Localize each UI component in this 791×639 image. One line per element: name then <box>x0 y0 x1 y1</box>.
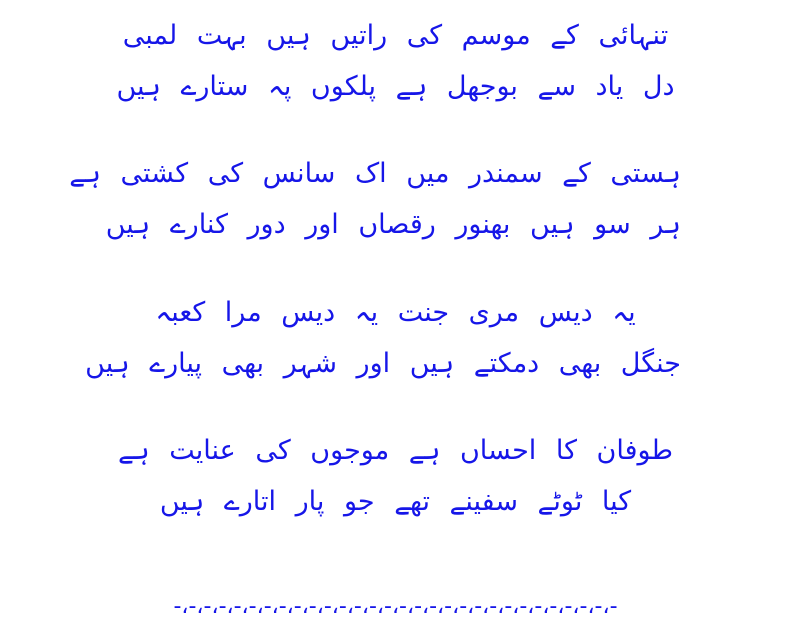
poem-line: یہ دیس مری جنت یہ دیس مرا کعبہ <box>155 296 636 328</box>
poem-line: ہستی کے سمندر میں اک سانس کی کشتی ہے <box>69 158 681 190</box>
poem-line: کیا ٹوٹے سفینے تھے جو پار اتارے ہیں <box>159 486 632 518</box>
poem-line: ہر سو ہیں بھنور رقصاں اور دور کنارے ہیں <box>105 209 681 241</box>
stanza-3 <box>85 291 681 385</box>
stanza-1 <box>110 14 681 108</box>
poem-line: جنگل بھی دمکتے ہیں اور شہر بھی پیارے ہیں <box>85 347 681 379</box>
poem-line: دل یاد سے بوجھل ہے پلکوں پہ ستارے ہیں <box>116 70 675 102</box>
stanza-4 <box>110 429 681 523</box>
section-divider: -،-،-،-،-،-،-،-،-،-،-،-،-،-،-،-،-،-،-،-،-،-،-،-،-،-،-،-،-،- <box>173 594 618 619</box>
poem-line: تنہائی کے موسم کی راتیں ہیں بہت لمبی <box>122 20 669 51</box>
divider-wrap <box>0 594 791 619</box>
poem-line: طوفان کا احساں ہے موجوں کی عنایت ہے <box>118 435 673 467</box>
stanza-2 <box>69 152 681 246</box>
